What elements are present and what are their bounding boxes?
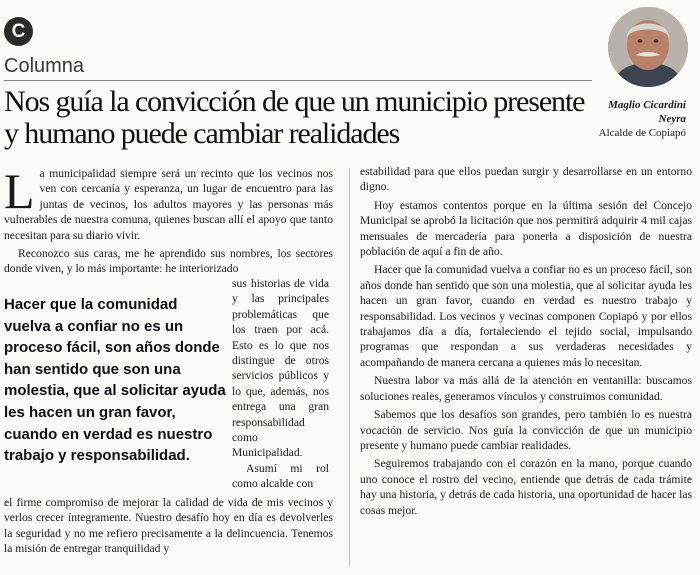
author-photo [608, 7, 688, 87]
article-paragraph: Asumí mi rol como alcalde con [232, 461, 329, 491]
article-paragraph: Reconozco sus caras, me he aprendido sus nombres, los sectores donde viven, y lo más importante: he interiorizado [4, 247, 333, 276]
article-paragraph: sus historias de vida y las principales problemáticas que los traen por acá. Esto es lo que nos distingue de otros servicios públicos y lo que, además, nos entrega una gran responsabilidad como Municipalidad. [232, 277, 329, 460]
article-column-left-top [4, 163, 333, 280]
column-badge: C [4, 17, 33, 46]
article-paragraph: Nuestra labor va más allá de la atención en ventanilla: buscamos soluciones reales, generamos vínculos y construimos comunidad. [360, 374, 692, 403]
author-role: Alcalde de Copiapó [598, 127, 686, 139]
drop-cap: L [4, 163, 35, 219]
author-lastname: Neyra [658, 113, 686, 125]
article-paragraph: Seguiremos trabajando con el corazón en la mano, porque cuando uno conoce el rostro del vecino, entiende que detrás de cada trámite hay una historia, y detrás de cada historia, una oportunidad de hacer las cosas mejor. [360, 457, 692, 517]
author-name: Maglio Cicardini [608, 99, 686, 111]
article-paragraph: Hoy estamos contentos porque en la última sesión del Concejo Municipal se aprobó la licitación que nos permitirá adquirir 4 mil cajas mensuales de mercadería para ponerla a disposición de nuestra población de aquí a fin de año. [360, 198, 692, 259]
section-label: Columna [4, 55, 85, 77]
article-paragraph: el firme compromiso de mejorar la calidad de vida de mis vecinos y verlos crecer íntegramente. Nuestro desafío hoy en día es devolverles la seguridad y no me refiero precisamente a la delincuencia. Tenemos la misión de entregar tranquilidad y [4, 496, 333, 556]
article-paragraph: Hacer que la comunidad vuelva a confiar no es un proceso fácil, son años donde han sentido que son una molestia, que al solicitar ayuda les hacen un gran favor, cuando en verdad es nuestro trabajo y responsabilidad. Los vecinos y vecinas componen Copiapó y por ellos trabajamos día a día, fortaleciendo el tejido social, impulsando programas que respondan a sus verdaderas necesidades y acompañando de manera cercana a quienes más lo necesitan. [360, 263, 692, 369]
headline: Nos guía la convicción de que un municipio presente y humano puede cambiar realidades [4, 85, 585, 150]
article-paragraph: estabilidad para que ellos puedan surgir y desarrollarse en un entorno digno. [360, 165, 692, 194]
article-paragraph: a municipalidad siempre será un recinto que los vecinos nos ven con cercanía y esperanza, un lugar de encuentro para las juntas de vecinos, los adultos mayores y las personas más vulnerables de nuestra comuna, quienes buscan allí el apoyo que tanto necesitan para su diario vivir. [4, 167, 333, 242]
column-divider [349, 168, 350, 566]
article-column-left-bottom [4, 495, 333, 560]
pull-quote: Hacer que la comunidad vuelva a confiar no es un proceso fácil, son años donde han sentido que son una molestia, que al solicitar ayuda les hacen un gran favor, cuando en verdad es nuestro trabajo y responsabilidad. [4, 296, 226, 465]
article-narrow-column [232, 276, 329, 492]
header-rule [4, 80, 592, 81]
article-column-right [360, 164, 692, 521]
article-paragraph: Sabemos que los desafíos son grandes, pero también lo es nuestra vocación de servicio. Nos guía la convicción de que un municipio presente y humano puede cambiar realidades. [360, 408, 692, 452]
